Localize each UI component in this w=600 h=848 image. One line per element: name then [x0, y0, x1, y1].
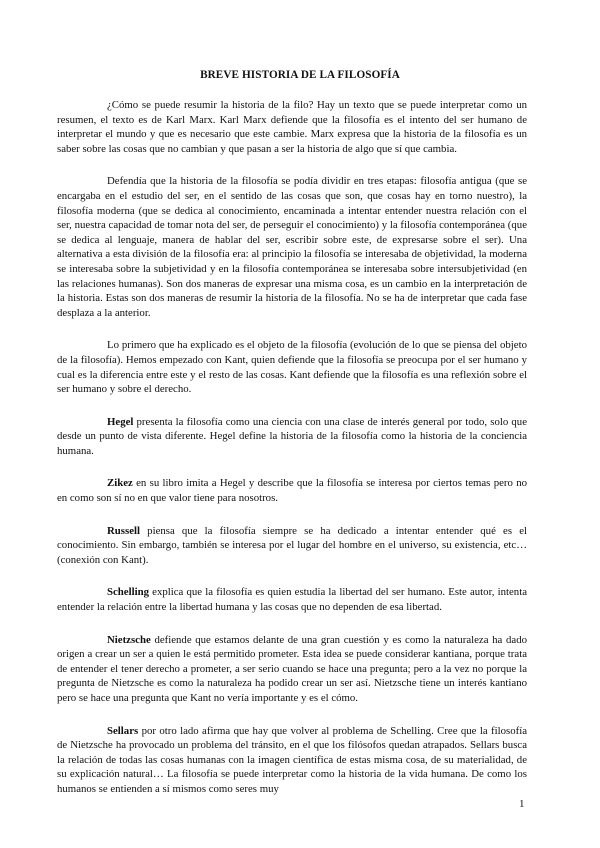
paragraph-kant	[57, 338, 527, 396]
document-title: BREVE HISTORIA DE LA FILOSOFÍA	[200, 69, 400, 81]
author-name: Sellars	[107, 724, 139, 737]
paragraph-text: por otro lado afirma que hay que volver al problema de Schelling. Cree que la filosofía de Nietzsche ha provocado un problema del tránsito, en el que los filósofos quedan atrapados. Sellars busca la relación de todas las cosas humanas con la imagen científica de estas misma cosa, de su materialidad, de su explicación natural… La filosofía se puede interpretar como la historia de la vida humana. De como los humanos se entienden a sí mismos como seres muy	[57, 724, 527, 795]
paragraph-etapas	[57, 174, 527, 320]
paragraph-zikez	[57, 476, 527, 505]
paragraph-text: Defendía que la historia de la filosofía se podía dividir en tres etapas: filosofía antigua (que se encargaba en el estudio del ser, en el sentido de las cosas que son, que cosas hay en torno nuestro), la filosofía moderna (que se dedica al conocimiento, encaminada a intentar entender nuestra relación con el ser, nuestra capacidad de tomar nota del ser, de perseguir el conocimiento) y la filosofía contemporánea (que se dedica al lenguaje, manera de hablar del ser, escribir sobre este, de expresarse sobre el ser). Una alternativa a esta división de la filosofía era: al principio la filosofía se interesaba de objetividad, la moderna se interesaba sobre la subjetividad y en la filosofía contemporánea se interesaba sobre intersubjetividad (en las relaciones humanas). Son dos maneras de expresar una misma cosa, es un cambio en la interpretación de la historia. Estas son dos maneras de resumir la historia de la filosofía. No se ha de interpretar que cada fase desplaza a la anterior.	[57, 175, 527, 319]
paragraph-text: presenta la filosofía como una ciencia con una clase de interés general por todo, solo que desde un punto de vista diferente. Hegel define la historia de la filosofía como la historia de la conciencia humana.	[57, 415, 527, 457]
paragraph-text: explica que la filosofía es quien estudia la libertad del ser humano. Este autor, intenta entender la relación entre la libertad humana y las cosas que no dependen de esa libertad.	[57, 586, 527, 614]
paragraph-text: piensa que la filosofía siempre se ha dedicado a intentar entender qué es el conocimiento. Sin embargo, también se interesa por el lugar del hombre en el universo, su existencia, etc… (conexión con Kant).	[57, 524, 527, 566]
paragraph-sellars	[57, 724, 527, 797]
page-number: 1	[519, 798, 525, 810]
author-name: Russell	[107, 524, 140, 537]
paragraph-text: Lo primero que ha explicado es el objeto de la filosofía (evolución de lo que se piensa del objeto de la filosofía). Hemos empezado con Kant, quien defiende que la filosofía se preocupa por el ser humano y cual es la diferencia entre este y el resto de las cosas. Kant defiende que la filosofía es una reflexión sobre el ser humano y sobre el derecho.	[57, 339, 527, 396]
document-body	[57, 98, 527, 815]
paragraph-text: defiende que estamos delante de una gran cuestión y es como la naturaleza ha dado origen a crear un ser a quien le está permitido prometer. Esta idea se puede considerar kantiana, porque trata de entender el tener derecho a prometer, a ser serio cuando se hace una pregunta; pero a la vez no porque la pregunta de Nietzsche es como la naturaleza ha podido crear un ser así. Nietzsche tiene un interés kantiano pero se hace una pregunta que Kant no vería importante y es el cómo.	[57, 633, 527, 704]
author-name: Nietzsche	[107, 633, 151, 646]
author-name: Hegel	[107, 415, 134, 428]
paragraph-nietzsche	[57, 633, 527, 706]
paragraph-russell	[57, 524, 527, 568]
paragraph-text: ¿Cómo se puede resumir la historia de la filo? Hay un texto que se puede interpretar como un resumen, el texto es de Karl Marx. Karl Marx defiende que la filosofía es el intento del ser humano de interpretar el mundo y que es necesario que este cambie. Marx expresa que la historia de la filosofía es un saber sobre las cosas que no cambian y que pasan a ser la historia de algo que sí que cambia.	[57, 99, 527, 155]
paragraph-schelling	[57, 585, 527, 614]
author-name: Zikez	[107, 477, 133, 490]
paragraph-intro	[57, 98, 527, 156]
author-name: Schelling	[107, 586, 149, 599]
paragraph-text: en su libro imita a Hegel y describe que la filosofía se interesa por ciertos temas pero no en como son sí no en que valor tiene para nosotros.	[57, 477, 527, 505]
paragraph-hegel	[57, 415, 527, 459]
